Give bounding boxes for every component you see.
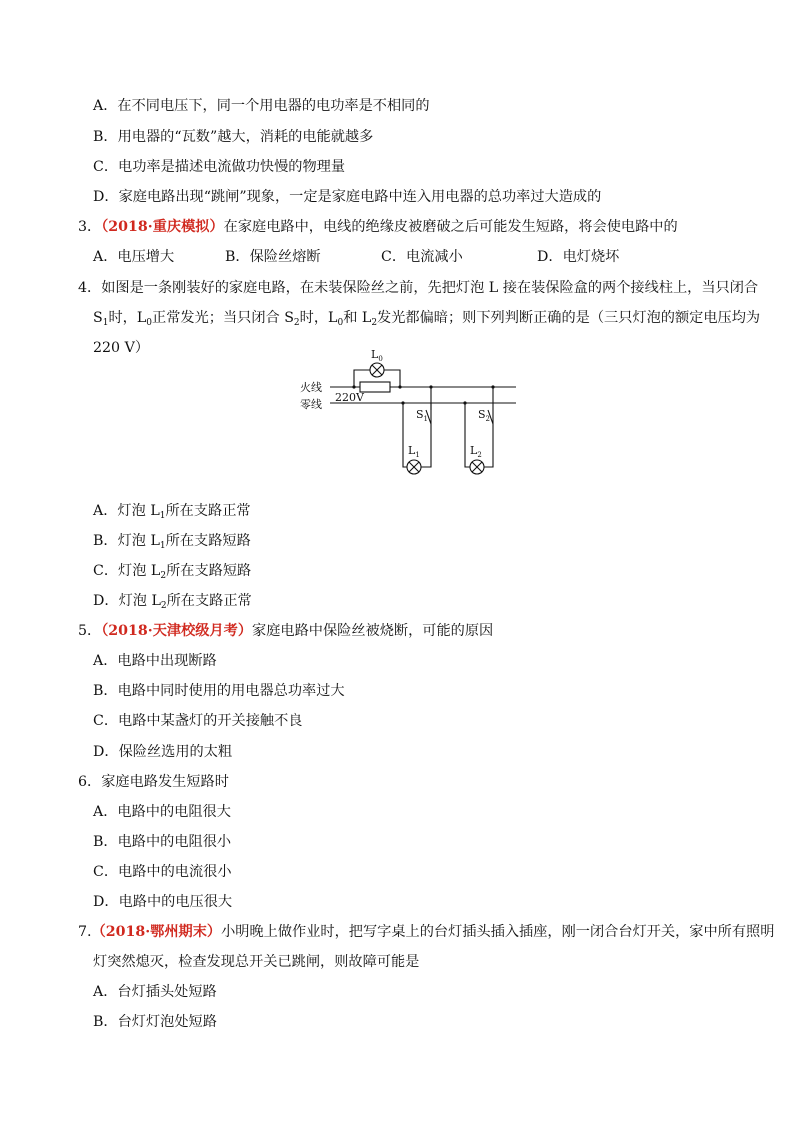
live-wire-label: 火线 <box>300 381 322 394</box>
q4-option-c: C．灯泡 $L_2$所在支路短路 <box>93 563 252 581</box>
q2-option-c: C．电功率是描述电流做功快慢的物理量 <box>93 159 346 175</box>
q3-option-c: C．电流减小 <box>381 249 463 265</box>
branch2-neutral <box>465 403 470 467</box>
q7-option-a: A．台灯插头处短路 <box>93 984 217 1000</box>
neutral-wire-label: 零线 <box>300 398 322 411</box>
branch2-wire <box>484 424 493 467</box>
circuit-diagram <box>300 348 530 490</box>
q2-option-a: A．在不同电压下，同一个用电器的电功率是不相同的 <box>93 98 430 114</box>
q5-stem <box>78 622 493 640</box>
q3-stem <box>78 218 678 236</box>
q6-option-b: B．电路中的电阻很小 <box>93 834 232 850</box>
s1-label: $S_1$ <box>416 408 429 423</box>
q3-option-a: A．电压增大 <box>93 249 175 265</box>
q7-source: （2018·鄂州期末） <box>91 924 222 940</box>
q4-stem-line3: 220 V） <box>93 340 150 356</box>
q3-source: （2018·重庆模拟） <box>101 219 224 235</box>
q5-text: 家庭电路中保险丝被烧断，可能的原因 <box>252 623 494 639</box>
l0-label: $L_0$ <box>371 348 383 363</box>
q6-option-c: C．电路中的电流很小 <box>93 864 232 880</box>
q7-text: 小明晚上做作业时，把写字桌上的台灯插头插入插座，刚一闭合台灯开关，家中所有照明 <box>221 924 775 940</box>
q7-stem-line2: 灯突然熄灭，检查发现总开关已跳闸，则故障可能是 <box>93 954 420 970</box>
q6-stem: 6．家庭电路发生短路时 <box>78 774 229 790</box>
q7-stem-line1 <box>78 923 774 941</box>
q3-option-d: D．电灯烧坏 <box>537 249 620 265</box>
q4-stem-line1: 4．如图是一条刚装好的家庭电路，在未装保险丝之前，先把灯泡 L 接在装保险盒的两个接线柱上，当只闭合 <box>78 280 759 296</box>
q5-option-a: A．电路中出现断路 <box>93 653 217 669</box>
q3-options <box>93 248 733 266</box>
q7-number: 7. <box>78 924 92 940</box>
q4-option-d: D．灯泡 $L_2$所在支路正常 <box>93 593 252 611</box>
q4-option-b: B．灯泡 $L_1$所在支路短路 <box>93 533 251 551</box>
s2-label: $S_2$ <box>478 408 491 423</box>
q5-option-d: D．保险丝选用的太粗 <box>93 744 233 760</box>
branch1-neutral <box>403 403 407 467</box>
q5-source: （2018·天津校级月考） <box>101 623 253 639</box>
l1-label: $L_1$ <box>408 444 420 459</box>
q5-number: 5． <box>78 623 102 639</box>
fuse-box <box>360 382 390 392</box>
q4-stem-line2: $S_1$时，$L_0$正常发光；当只闭合 $S_2$时，$L_0$和 $L_2$发光都偏暗；则下列判断正确的是（三只灯泡的额定电压均为 <box>93 310 761 328</box>
l2-label: $L_2$ <box>470 444 482 459</box>
q7-option-b: B．台灯灯泡处短路 <box>93 1014 217 1030</box>
q6-option-a: A．电路中的电阻很大 <box>93 804 231 820</box>
q2-option-d: D．家庭电路出现“跳闸”现象，一定是家庭电路中连入用电器的总功率过大造成的 <box>93 189 602 205</box>
q2-option-b: B．用电器的“瓦数”越大，消耗的电能就越多 <box>93 129 374 145</box>
branch1-wire <box>421 424 431 467</box>
q6-option-d: D．电路中的电压很大 <box>93 894 233 910</box>
q3-option-b: B．保险丝熔断 <box>225 249 321 265</box>
q5-option-c: C．电路中某盏灯的开关接触不良 <box>93 713 303 729</box>
q3-number: 3． <box>78 219 102 235</box>
voltage-label: 220V <box>335 391 364 404</box>
q5-option-b: B．电路中同时使用的用电器总功率过大 <box>93 683 345 699</box>
q4-option-a: A．灯泡 $L_1$所在支路正常 <box>93 503 251 521</box>
q3-text: 在家庭电路中，电线的绝缘皮被磨破之后可能发生短路，将会使电路中的 <box>223 219 678 235</box>
